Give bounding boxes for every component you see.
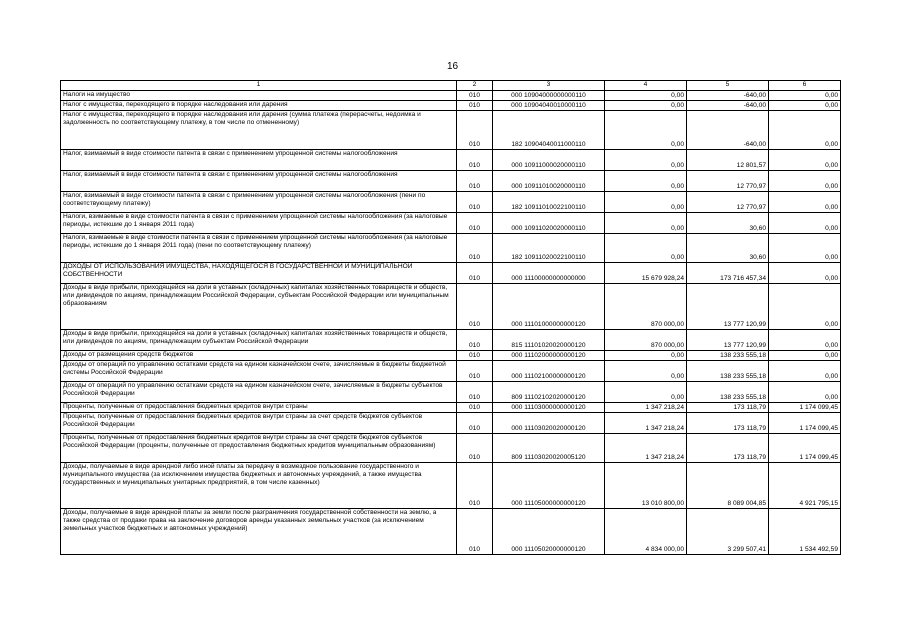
row-budget-code-cell: 000 10904000000000110 [493, 91, 605, 101]
row-value-col6-cell: 0,00 [769, 351, 841, 361]
table-row [61, 234, 841, 263]
row-line-code-cell: 010 [457, 111, 493, 150]
row-budget-code-cell: 182 10911020022100110 [493, 234, 605, 263]
row-line-code-cell: 010 [457, 361, 493, 382]
row-name-cell: Доходы от операций по управлению остатками средств на едином казначейском счете, зачисляемые в бюджеты субъектов Российской Федерации [61, 382, 457, 403]
row-line-code-cell: 010 [457, 213, 493, 234]
table-row [61, 509, 841, 555]
row-value-col4-cell: 0,00 [605, 150, 687, 171]
row-line-code-cell: 010 [457, 463, 493, 509]
row-value-col5-cell: 138 233 555,18 [687, 351, 769, 361]
row-budget-code-cell: 000 10911000020000110 [493, 150, 605, 171]
row-name-cell: Налог, взимаемый в виде стоимости патента в связи с применением упрощенной системы налогообложения (пени по соответствующему платежу) [61, 192, 457, 213]
page-number: 16 [446, 61, 459, 72]
row-value-col4-cell: 0,00 [605, 234, 687, 263]
row-line-code-cell: 010 [457, 171, 493, 192]
table-row [61, 403, 841, 413]
header-col-6: 6 [769, 81, 841, 91]
row-value-col5-cell: 8 089 004,85 [687, 463, 769, 509]
row-budget-code-cell: 000 11105020000000120 [493, 509, 605, 555]
row-name-cell: Доходы в виде прибыли, приходящейся на доли в уставных (складочных) капиталах хозяйственных товариществ и обществ, или дивидендов по акциям, принадлежащим субъектам Российской Федерации [61, 330, 457, 351]
row-name-cell: Налог с имущества, переходящего в порядке наследования или дарения (сумма платежа (перерасчеты, недоимка и задолженность по соответствующему платежу, в том числе по отмененному) [61, 111, 457, 150]
row-value-col6-cell: 0,00 [769, 171, 841, 192]
row-value-col4-cell: 1 347 218,24 [605, 413, 687, 434]
row-value-col4-cell: 13 010 800,00 [605, 463, 687, 509]
row-value-col4-cell: 0,00 [605, 111, 687, 150]
table-row [61, 284, 841, 330]
row-value-col5-cell: 13 777 120,99 [687, 284, 769, 330]
table-row [61, 91, 841, 101]
row-name-cell: Проценты, полученные от предоставления бюджетных кредитов внутри страны за счет средств бюджетов субъектов Российской Федерации (проценты, полученные от предоставления бюджетных кредитов муниципальным образованиям) [61, 434, 457, 463]
row-value-col4-cell: 0,00 [605, 101, 687, 111]
row-budget-code-cell: 000 10911020020000110 [493, 213, 605, 234]
row-name-cell: Налог с имущества, переходящего в порядке наследования или дарения [61, 101, 457, 111]
row-line-code-cell: 010 [457, 284, 493, 330]
row-name-cell: Налоги, взимаемые в виде стоимости патента в связи с применением упрощенной системы налогообложения (за налоговые периоды, истекшие до 1 января 2011 года) (пени по соответствующему платежу) [61, 234, 457, 263]
row-value-col5-cell: 173 118,79 [687, 434, 769, 463]
row-line-code-cell: 010 [457, 150, 493, 171]
row-name-cell: Доходы от операций по управлению остатками средств на едином казначейском счете, зачисляемые в бюджеты бюджетной системы Российской Федерации [61, 361, 457, 382]
header-col-3: 3 [493, 81, 605, 91]
row-line-code-cell: 010 [457, 234, 493, 263]
row-value-col5-cell: 138 233 555,18 [687, 382, 769, 403]
row-value-col6-cell: 1 174 099,45 [769, 403, 841, 413]
row-value-col4-cell: 1 347 218,24 [605, 403, 687, 413]
row-value-col6-cell: 0,00 [769, 284, 841, 330]
row-line-code-cell: 010 [457, 413, 493, 434]
row-name-cell: Налоги на имущество [61, 91, 457, 101]
row-value-col6-cell: 1 174 099,45 [769, 413, 841, 434]
header-col-4: 4 [605, 81, 687, 91]
row-value-col4-cell: 0,00 [605, 361, 687, 382]
row-value-col6-cell: 1 174 099,45 [769, 434, 841, 463]
table-row [61, 263, 841, 284]
row-name-cell: Налоги, взимаемые в виде стоимости патента в связи с применением упрощенной системы налогообложения (за налоговые периоды, истекшие до 1 января 2011 года) [61, 213, 457, 234]
row-value-col5-cell: 30,60 [687, 234, 769, 263]
table-row [61, 150, 841, 171]
row-value-col4-cell: 4 834 000,00 [605, 509, 687, 555]
header-col-2: 2 [457, 81, 493, 91]
row-line-code-cell: 010 [457, 434, 493, 463]
row-value-col4-cell: 0,00 [605, 192, 687, 213]
row-value-col6-cell: 0,00 [769, 263, 841, 284]
row-value-col6-cell: 0,00 [769, 361, 841, 382]
row-value-col5-cell: 173 118,79 [687, 403, 769, 413]
row-budget-code-cell: 000 11101000000000120 [493, 284, 605, 330]
row-budget-code-cell: 182 10904040011000110 [493, 111, 605, 150]
row-value-col6-cell: 0,00 [769, 150, 841, 171]
row-value-col4-cell: 870 000,00 [605, 284, 687, 330]
table-row [61, 413, 841, 434]
table-row [61, 463, 841, 509]
row-budget-code-cell: 000 11100000000000000 [493, 263, 605, 284]
row-line-code-cell: 010 [457, 101, 493, 111]
table-row [61, 171, 841, 192]
row-name-cell: Проценты, полученные от предоставления бюджетных кредитов внутри страны [61, 403, 457, 413]
header-col-1: 1 [61, 81, 457, 91]
table-row [61, 111, 841, 150]
header-col-5: 5 [687, 81, 769, 91]
table-row [61, 330, 841, 351]
row-line-code-cell: 010 [457, 192, 493, 213]
row-value-col6-cell: 0,00 [769, 330, 841, 351]
row-value-col4-cell: 870 000,00 [605, 330, 687, 351]
row-budget-code-cell: 000 10904040010000110 [493, 101, 605, 111]
row-name-cell: Доходы в виде прибыли, приходящейся на доли в уставных (складочных) капиталах хозяйственных товариществ и обществ, или дивидендов по акциям, принадлежащим Российской Федерации, субъектам Российской Федерации или муниципальным образованиям [61, 284, 457, 330]
row-value-col5-cell: -640,00 [687, 91, 769, 101]
row-line-code-cell: 010 [457, 382, 493, 403]
row-name-cell: Доходы, получаемые в виде арендной платы за земли после разграничения государственной собственности на землю, а также средства от продажи права на заключение договоров аренды указанных земельных участков (за исключением земельных участков бюджетных и автономных учреждений) [61, 509, 457, 555]
row-value-col5-cell: 30,60 [687, 213, 769, 234]
row-line-code-cell: 010 [457, 330, 493, 351]
row-budget-code-cell: 809 11102102020000120 [493, 382, 605, 403]
row-name-cell: Налог, взимаемый в виде стоимости патента в связи с применением упрощенной системы налогообложения [61, 171, 457, 192]
row-value-col5-cell: 12 801,57 [687, 150, 769, 171]
table-row [61, 213, 841, 234]
row-value-col5-cell: 12 770,97 [687, 192, 769, 213]
row-value-col6-cell: 0,00 [769, 91, 841, 101]
row-value-col4-cell: 15 679 928,24 [605, 263, 687, 284]
row-value-col4-cell: 0,00 [605, 382, 687, 403]
table-row [61, 434, 841, 463]
row-value-col5-cell: 13 777 120,99 [687, 330, 769, 351]
row-line-code-cell: 010 [457, 403, 493, 413]
row-budget-code-cell: 000 11102100000000120 [493, 361, 605, 382]
row-value-col4-cell: 0,00 [605, 351, 687, 361]
row-name-cell: Налог, взимаемый в виде стоимости патента в связи с применением упрощенной системы налогообложения [61, 150, 457, 171]
row-name-cell: Проценты, полученные от предоставления бюджетных кредитов внутри страны за счет средств бюджетов субъектов Российской Федерации [61, 413, 457, 434]
row-budget-code-cell: 815 11101020020000120 [493, 330, 605, 351]
budget-report-table [60, 80, 841, 555]
row-value-col6-cell: 0,00 [769, 101, 841, 111]
row-budget-code-cell: 809 11103020020005120 [493, 434, 605, 463]
row-value-col6-cell: 0,00 [769, 234, 841, 263]
row-budget-code-cell: 000 10911010020000110 [493, 171, 605, 192]
row-value-col6-cell: 0,00 [769, 213, 841, 234]
row-value-col4-cell: 0,00 [605, 91, 687, 101]
row-name-cell: Доходы, получаемые в виде арендной либо иной платы за передачу в возмездное пользование государственного и муниципального имущества (за исключением имущества бюджетных и автономных учреждений, а также имущества государственных и муниципальных унитарных предприятий, в том числе казенных) [61, 463, 457, 509]
row-value-col4-cell: 0,00 [605, 171, 687, 192]
table-row [61, 351, 841, 361]
row-value-col5-cell: -640,00 [687, 101, 769, 111]
row-value-col5-cell: 3 299 507,41 [687, 509, 769, 555]
row-value-col4-cell: 1 347 218,24 [605, 434, 687, 463]
row-budget-code-cell: 000 11103020020000120 [493, 413, 605, 434]
row-value-col5-cell: 173 118,79 [687, 413, 769, 434]
table-row [61, 382, 841, 403]
table-row [61, 361, 841, 382]
row-line-code-cell: 010 [457, 509, 493, 555]
row-value-col5-cell: 173 716 457,34 [687, 263, 769, 284]
row-value-col5-cell: 138 233 555,18 [687, 361, 769, 382]
row-value-col5-cell: -640,00 [687, 111, 769, 150]
row-budget-code-cell: 000 11103000000000120 [493, 403, 605, 413]
row-name-cell: Доходы от размещения средств бюджетов [61, 351, 457, 361]
row-line-code-cell: 010 [457, 91, 493, 101]
table-header-row [61, 81, 841, 91]
row-name-cell: ДОХОДЫ ОТ ИСПОЛЬЗОВАНИЯ ИМУЩЕСТВА, НАХОДЯЩЕГОСЯ В ГОСУДАРСТВЕННОЙ И МУНИЦИПАЛЬНОЙ СОБСТВЕННОСТИ [61, 263, 457, 284]
table-row [61, 192, 841, 213]
row-value-col5-cell: 12 770,97 [687, 171, 769, 192]
row-value-col6-cell: 1 534 492,59 [769, 509, 841, 555]
row-value-col6-cell: 0,00 [769, 111, 841, 150]
row-line-code-cell: 010 [457, 263, 493, 284]
row-value-col6-cell: 0,00 [769, 382, 841, 403]
row-budget-code-cell: 000 11105000000000120 [493, 463, 605, 509]
row-value-col6-cell: 4 921 795,15 [769, 463, 841, 509]
table-row [61, 101, 841, 111]
row-budget-code-cell: 182 10911010022100110 [493, 192, 605, 213]
row-value-col4-cell: 0,00 [605, 213, 687, 234]
row-line-code-cell: 010 [457, 351, 493, 361]
row-budget-code-cell: 000 11102000000000120 [493, 351, 605, 361]
row-value-col6-cell: 0,00 [769, 192, 841, 213]
